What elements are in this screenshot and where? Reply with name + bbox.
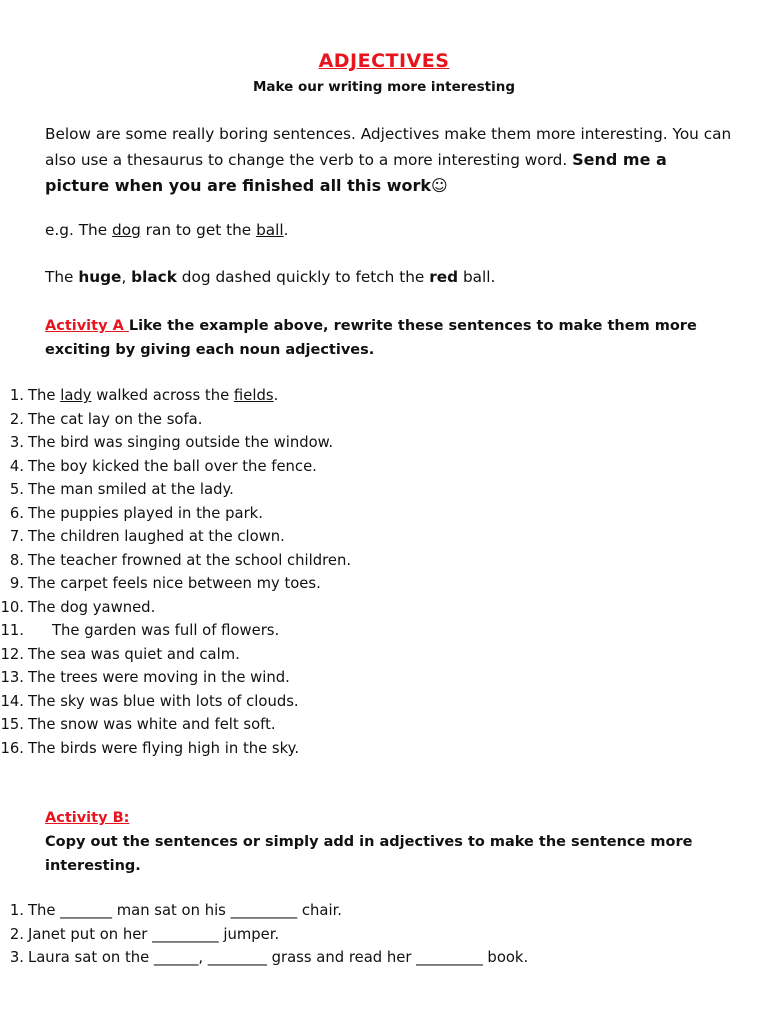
eg-prefix: e.g. The <box>45 221 113 239</box>
list-item-number: 10. <box>0 598 24 616</box>
activity-a-label: Activity A <box>45 318 129 334</box>
list-item-text: The carpet feels nice between my toes. <box>28 575 321 592</box>
eg-noun-ball: ball <box>256 221 284 239</box>
list-item-text <box>28 384 278 408</box>
eg-end: . <box>283 221 289 239</box>
example-adj-black: black <box>131 268 177 286</box>
list-item-number: 2. <box>9 925 24 943</box>
list-item-number: 9. <box>9 575 24 592</box>
item-1-part-2: walked across the <box>91 387 234 404</box>
intro-line-3: picture when you are finished all this work☺ <box>45 176 448 195</box>
item-1-part-3: . <box>273 387 279 404</box>
list-item-text: The cat lay on the sofa. <box>28 410 203 428</box>
intro-line-2-text: also use a thesaurus to change the verb to a more interesting word. <box>45 151 568 169</box>
list-item-text: Janet put on her _________ jumper. <box>28 925 280 943</box>
list-item-number: 1. <box>9 902 24 919</box>
list-item-number: 2. <box>9 410 24 428</box>
example-adj-huge: huge <box>78 268 122 286</box>
activity-b-instruction: Copy out the sentences or simply add in adjectives to make the sentence more interesting. <box>45 834 693 874</box>
list-item-text: The puppies played in the park. <box>28 504 263 522</box>
eg-noun-dog: dog <box>112 221 141 239</box>
list-item-text: The man smiled at the lady. <box>28 481 234 498</box>
example-part-1: The <box>45 268 79 286</box>
intro-line-1: Below are some really boring sentences. Adjectives make them more interesting. You can <box>45 125 732 143</box>
list-item-text: The children laughed at the clown. <box>28 528 285 545</box>
item-1-noun-fields: fields <box>233 387 274 404</box>
list-item-text: The snow was white and felt soft. <box>28 716 276 733</box>
example-part-2: dog dashed quickly to fetch the <box>176 268 430 286</box>
list-item-number: 6. <box>9 504 24 522</box>
list-item-number: 7. <box>9 528 24 545</box>
improved-example-sentence <box>45 268 495 286</box>
example-comma: , <box>121 268 132 286</box>
example-part-3: ball. <box>458 268 496 286</box>
intro-line-2 <box>45 147 735 173</box>
list-item-number: 11. <box>0 622 24 639</box>
list-item-number: 15. <box>0 716 24 733</box>
eg-mid: ran to get the <box>140 221 257 239</box>
example-adj-red: red <box>429 268 459 286</box>
list-item-text: The boy kicked the ball over the fence. <box>28 457 317 475</box>
list-item-text: The birds were flying high in the sky. <box>28 739 300 757</box>
activity-b-heading <box>45 806 710 830</box>
example-sentence <box>45 221 289 239</box>
activity-b-label: Activity B: <box>45 810 130 826</box>
activity-a-heading <box>45 314 710 362</box>
item-1-part-1: The <box>28 387 61 404</box>
list-item-number: 1. <box>9 387 24 404</box>
page-title: ADJECTIVES <box>318 50 450 72</box>
list-item-text: The bird was singing outside the window. <box>28 434 334 451</box>
list-item-text: The dog yawned. <box>28 598 156 616</box>
list-item-text: Laura sat on the ______, ________ grass and read her _________ book. <box>28 949 529 966</box>
list-item-number: 3. <box>9 434 24 451</box>
list-item-text: The _______ man sat on his _________ chair. <box>28 902 343 919</box>
list-item-text: The sea was quiet and calm. <box>28 645 240 663</box>
list-item-number: 13. <box>0 669 24 686</box>
page-subtitle: Make our writing more interesting <box>253 79 515 95</box>
list-item-number: 5. <box>9 481 24 498</box>
list-item-text: The trees were moving in the wind. <box>28 669 290 686</box>
list-item-number: 16. <box>0 739 24 757</box>
list-item-number: 4. <box>9 457 24 475</box>
list-item-text: The teacher frowned at the school children. <box>28 551 352 569</box>
list-item-number: 12. <box>0 645 24 663</box>
list-item-number: 3. <box>9 949 24 966</box>
list-item-text: The garden was full of flowers. <box>52 622 280 639</box>
list-item-number: 8. <box>9 551 24 569</box>
intro-paragraph <box>45 122 735 198</box>
intro-send-text: Send me a <box>572 150 667 169</box>
item-1-noun-lady: lady <box>60 387 92 404</box>
list-item-number: 14. <box>0 692 24 710</box>
list-item-text: The sky was blue with lots of clouds. <box>28 692 299 710</box>
activity-a-instruction: Like the example above, rewrite these sentences to make them more exciting by giving each noun adjectives. <box>45 318 697 358</box>
